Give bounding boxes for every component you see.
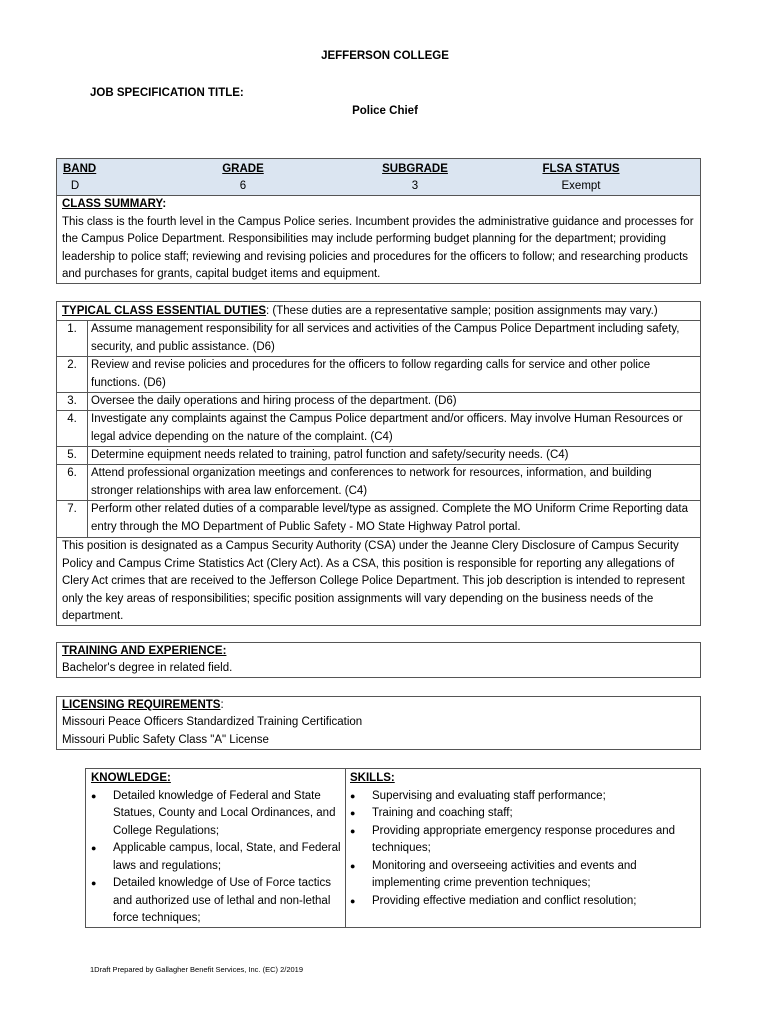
item-text: Oversee the daily operations and hiring process of the department. (D6): [91, 395, 457, 407]
training-box: [56, 642, 701, 678]
item-number: 4.: [67, 413, 77, 425]
grade-header: GRADE: [222, 163, 264, 175]
list-item: [57, 392, 700, 410]
licensing-colon: :: [220, 699, 224, 711]
knowledge-item: ● Applicable campus, local, State, and Federal laws and regulations;: [91, 840, 341, 875]
item-number: 2.: [67, 359, 77, 371]
skills-label: SKILLS:: [350, 772, 395, 784]
list-item: [57, 446, 700, 464]
duties-list: [57, 320, 700, 537]
skill-item: ● Training and coaching staff;: [350, 805, 698, 823]
item-number: 6.: [67, 467, 77, 479]
skill-item: ● Monitoring and overseeing activities and events and implementing crime prevention techniques;: [350, 858, 698, 893]
duties-box: [56, 301, 701, 626]
item-number: 7.: [67, 503, 77, 515]
licensing-header: [62, 697, 224, 715]
item-text: Assume management responsibility for all services and activities of the Campus Police Department including safety, security, and public assistance. (D6): [91, 323, 680, 353]
skill-item: ● Providing effective mediation and conflict resolution;: [350, 893, 698, 911]
training-text: Bachelor's degree in related field.: [62, 662, 233, 674]
license-item: Missouri Peace Officers Standardized Training Certification: [62, 716, 363, 728]
list-item: [57, 356, 700, 392]
skills-column: [350, 770, 698, 910]
skill-item: ● Providing appropriate emergency response procedures and techniques;: [350, 823, 698, 858]
job-title: Police Chief: [352, 105, 418, 117]
duties-note: : (These duties are a representative sample; position assignments may vary.): [266, 305, 658, 317]
duties-header: [62, 303, 696, 321]
item-text: Attend professional organization meetings and conferences to network for resources, information, and building stronger relationships with area law enforcement. (C4): [91, 467, 652, 497]
item-text: Determine equipment needs related to training, patrol function and safety/security needs. (C4): [91, 449, 569, 461]
licensing-label: LICENSING REQUIREMENTS: [62, 699, 221, 711]
item-number: 3.: [67, 395, 77, 407]
flsa-header: FLSA STATUS: [542, 163, 620, 175]
duties-label: TYPICAL CLASS ESSENTIAL DUTIES: [62, 305, 267, 317]
list-item: [57, 464, 700, 500]
item-text: Investigate any complaints against the Campus Police department and/or officers. May involve Human Resources or legal advice depending on the nature of the complaint. (C4): [91, 413, 683, 443]
class-summary-colon: :: [162, 198, 167, 210]
band-header: BAND: [63, 163, 97, 175]
list-item: [57, 320, 700, 356]
band-value: D: [70, 180, 80, 192]
knowledge-label: KNOWLEDGE:: [91, 772, 171, 784]
class-summary-text: This class is the fourth level in the Campus Police series. Incumbent provides the administrative guidance and processes for the Campus Police Department. Responsibilities may include performing budget planning for the department; providing leadership to police staff; reviewing and revising policies and procedures for the officers to follow; and researching products and purchases for grants, capital budget items and equipment.: [62, 215, 694, 280]
skill-item: ● Supervising and evaluating staff performance;: [350, 788, 698, 806]
list-item: [57, 500, 700, 537]
subgrade-value: 3: [411, 180, 419, 192]
knowledge-item: ● Detailed knowledge of Use of Force tactics and authorized use of lethal and non-lethal force techniques;: [91, 875, 341, 928]
flsa-value: Exempt: [561, 180, 601, 192]
subgrade-header: SUBGRADE: [382, 163, 448, 175]
licensing-box: [56, 696, 701, 750]
training-label: TRAINING AND EXPERIENCE:: [62, 645, 227, 657]
class-summary-label: CLASS SUMMARY: [62, 198, 163, 210]
knowledge-item: ● Detailed knowledge of Federal and State Statues, County and Local Ordinances, and College Regulations;: [91, 788, 341, 841]
csa-statement: This position is designated as a Campus Security Authority (CSA) under the Jeanne Clery Disclosure of Campus Security Policy and Campus Crime Statistics Act (Clery Act). As a CSA, this position is responsible for reporting any allegations of Clery Act crimes that are received to the Jefferson College Police Department. This job description is intended to represent only the key areas of responsibilities; specific position assignments will vary depending on the business needs of the department.: [62, 540, 685, 622]
classification-box: [56, 158, 701, 284]
item-number: 1.: [67, 323, 77, 335]
license-item: Missouri Public Safety Class "A" License: [62, 734, 269, 746]
grade-value: 6: [239, 180, 247, 192]
list-item: [57, 410, 700, 446]
class-summary: [62, 196, 694, 284]
footer-note: 1Draft Prepared by Gallagher Benefit Services, Inc. (EC) 2/2019: [90, 965, 304, 974]
item-number: 5.: [67, 449, 77, 461]
knowledge-skills-box: [85, 768, 701, 928]
divider: [345, 769, 346, 927]
item-text: Review and revise policies and procedures for the officers to follow regarding calls for service and other police functions. (D6): [91, 359, 651, 389]
knowledge-column: [91, 770, 341, 928]
job-spec-label: JOB SPECIFICATION TITLE:: [90, 87, 244, 99]
item-text: Perform other related duties of a comparable level/type as assigned. Complete the MO Uniform Crime Reporting data entry through the MO Department of Public Safety - MO State Highway Patrol portal.: [91, 503, 689, 533]
college-name: JEFFERSON COLLEGE: [321, 50, 449, 62]
